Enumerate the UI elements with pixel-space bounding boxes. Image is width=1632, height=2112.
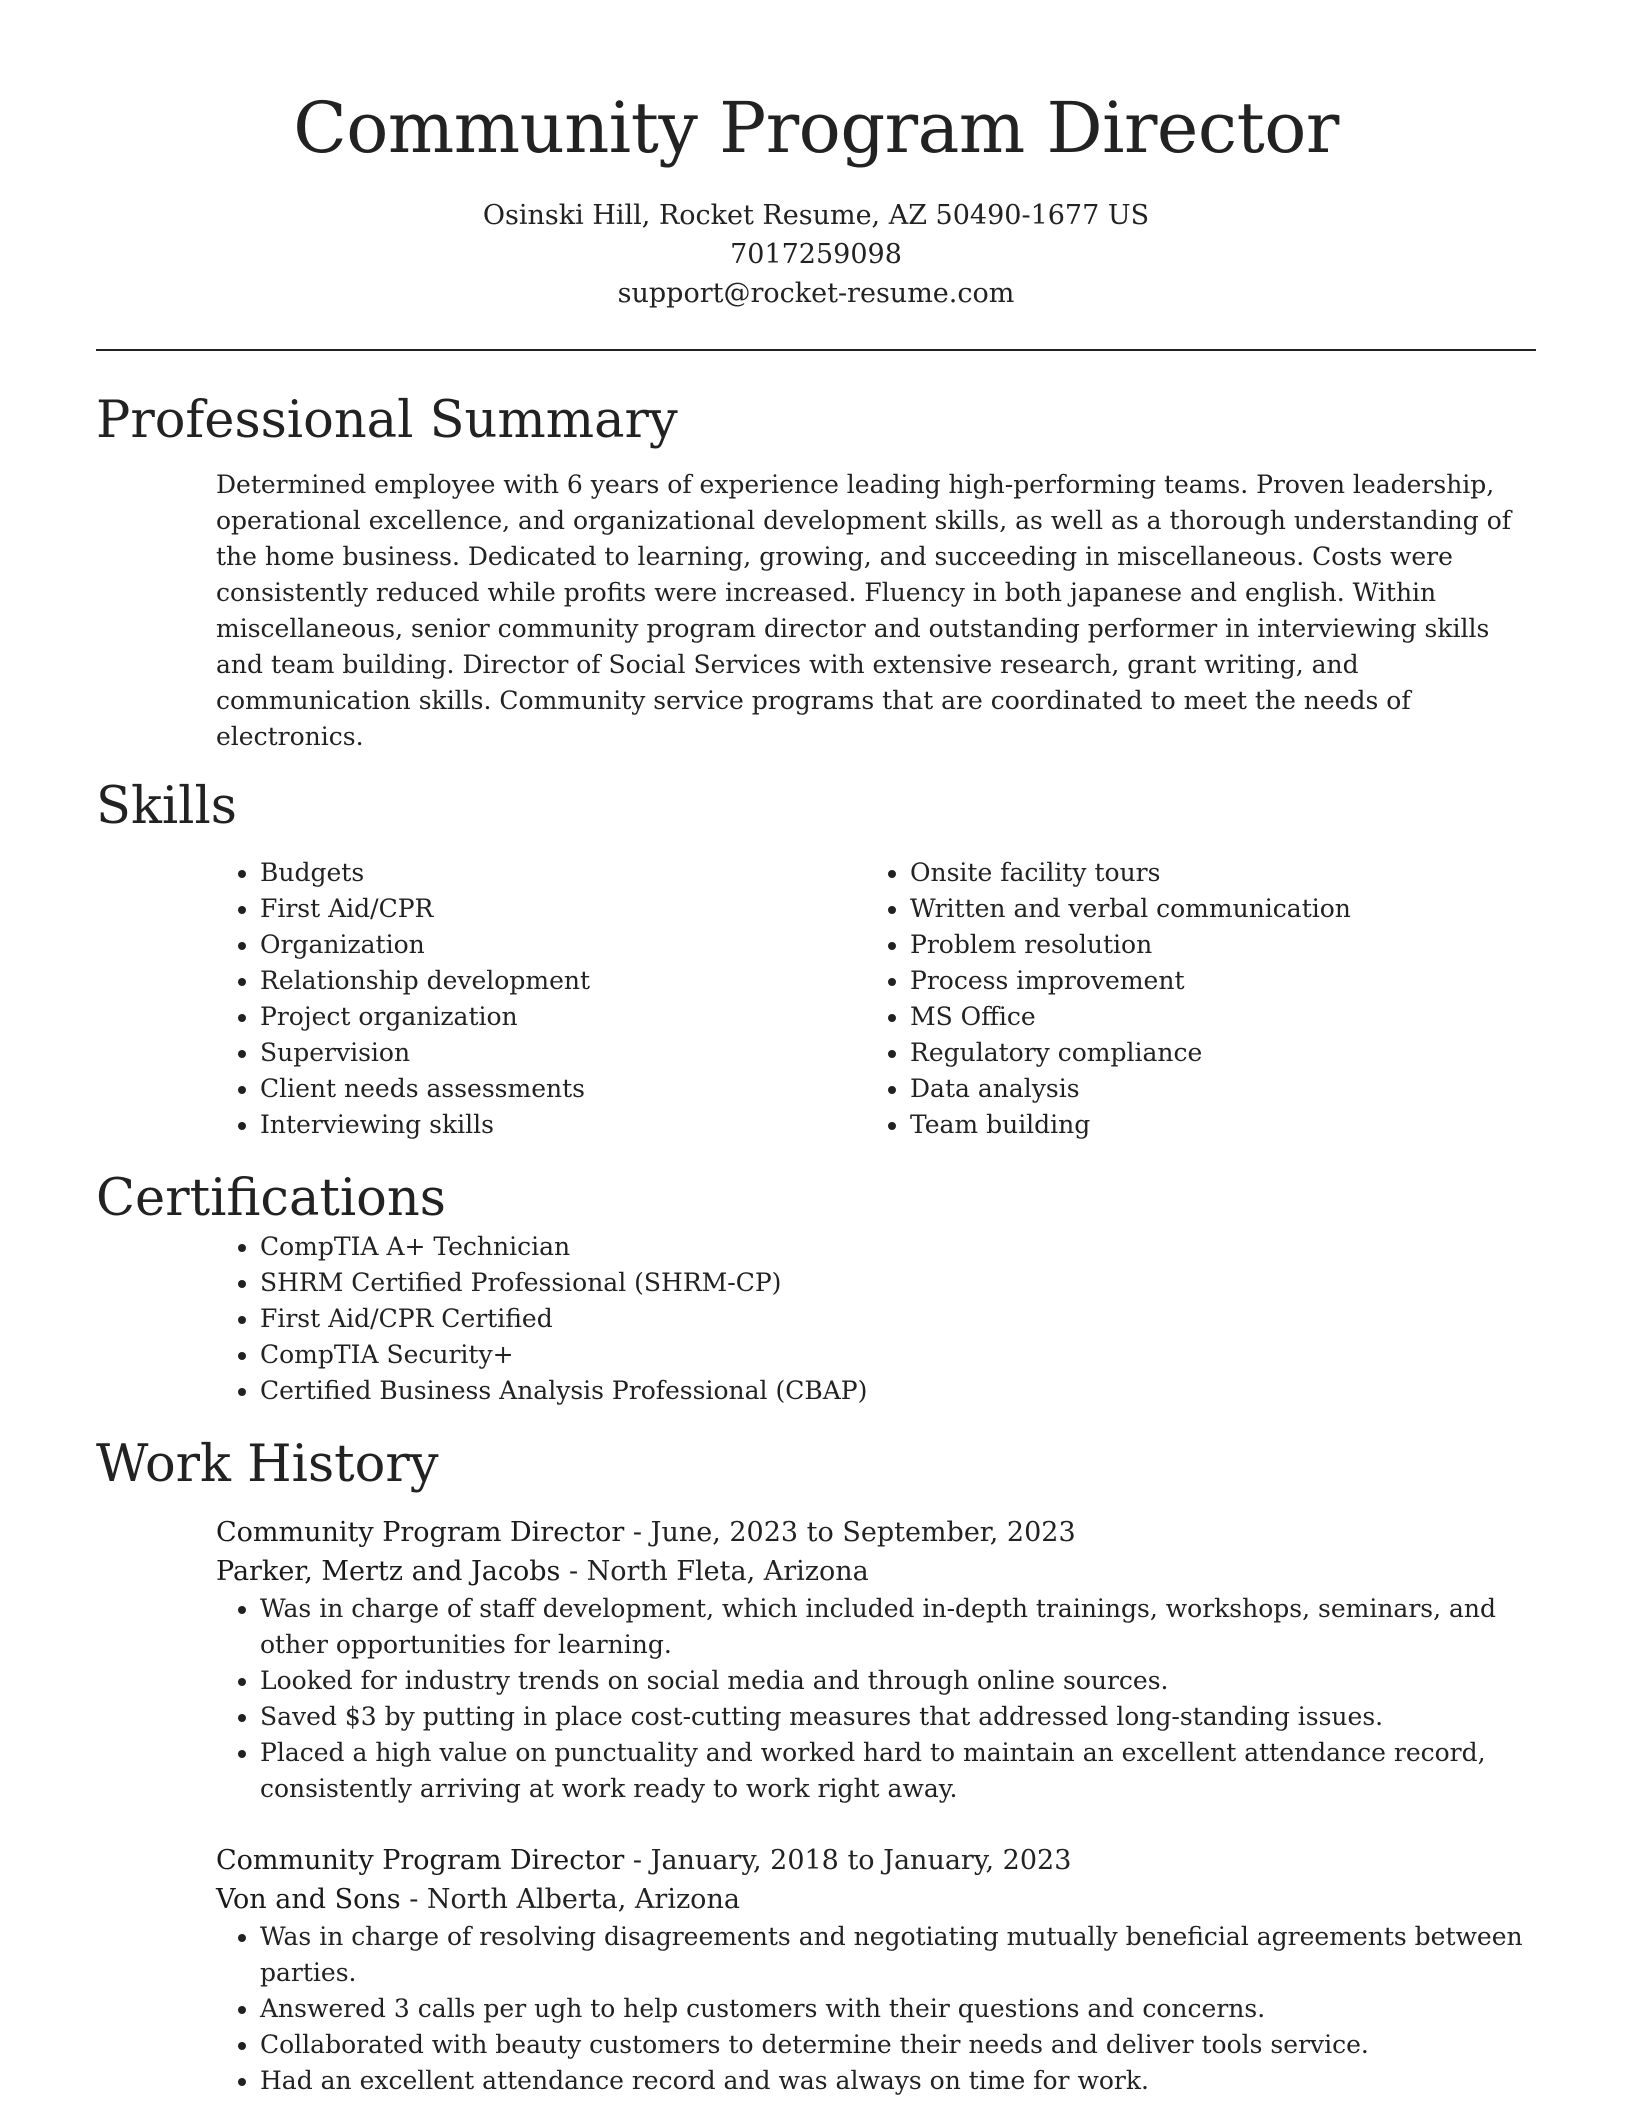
certification-item: • Certified Business Analysis Professional (CBAP)	[260, 1373, 1536, 1409]
skills-grid	[216, 855, 1536, 1143]
job-company: Von and Sons	[216, 1884, 401, 1915]
job-entry	[216, 1841, 1536, 2099]
job-location: - North Fleta, Arizona	[560, 1556, 869, 1587]
contact-info	[96, 196, 1536, 313]
work-history-heading: Work History	[96, 1435, 439, 1494]
job-bullet: • Was in charge of resolving disagreements and negotiating mutually beneficial agreements between parties.	[260, 1919, 1536, 1991]
job-bullets	[216, 1919, 1536, 2099]
summary-text: Determined employee with 6 years of experience leading high-performing teams. Proven leadership, operational excellence, and organizational development skills, as well as a thorough understanding of the home business. Dedicated to learning, growing, and succeeding in miscellaneous. Costs were consistently reduced while profits were increased. Fluency in both japanese and english. Within miscellaneous, senior community program director and outstanding performer in interviewing skills and team building. Director of Social Services with extensive research, grant writing, and communication skills. Community service programs that are coordinated to meet the needs of electronics.	[216, 470, 1512, 751]
skills-heading: Skills	[96, 777, 237, 836]
skill-item: • Project organization	[260, 999, 866, 1035]
certification-item: • CompTIA Security+	[260, 1337, 1536, 1373]
skill-item: • Team building	[910, 1107, 1516, 1143]
skills-list-left	[216, 855, 866, 1143]
certifications-section	[96, 1229, 1536, 1409]
skill-item: • Onsite facility tours	[910, 855, 1516, 891]
skills-section	[96, 855, 1536, 1143]
skill-item: • Relationship development	[260, 963, 866, 999]
job-bullet: • Saved $3 by putting in place cost-cutting measures that addressed long-standing issues.	[260, 1699, 1536, 1735]
job-bullet: • Had an excellent attendance record and was always on time for work.	[260, 2063, 1536, 2099]
job-company-line	[216, 1552, 1536, 1591]
job-bullets	[216, 1591, 1536, 1807]
certifications-heading: Certifications	[96, 1169, 446, 1228]
skill-item: • MS Office	[910, 999, 1516, 1035]
job-location: - North Alberta, Arizona	[400, 1884, 740, 1915]
skill-item: • Organization	[260, 927, 866, 963]
certifications-list	[216, 1229, 1536, 1409]
job-entry	[216, 1513, 1536, 1807]
address: Osinski Hill, Rocket Resume, AZ 50490-1677 US	[482, 200, 1150, 231]
job-bullet: • Collaborated with beauty customers to determine their needs and deliver tools service.	[260, 2027, 1536, 2063]
skill-item: • Regulatory compliance	[910, 1035, 1516, 1071]
phone: 7017259098	[730, 239, 902, 270]
skills-list-right	[866, 855, 1516, 1143]
skills-column-right	[866, 855, 1516, 1143]
job-title-line	[216, 1513, 1536, 1552]
skill-item: • Budgets	[260, 855, 866, 891]
certification-item: • SHRM Certified Professional (SHRM-CP)	[260, 1265, 1536, 1301]
job-company: Parker, Mertz and Jacobs	[216, 1556, 561, 1587]
job-bullet: • Looked for industry trends on social media and through online sources.	[260, 1663, 1536, 1699]
job-company-line	[216, 1880, 1536, 1919]
job-title-line	[216, 1841, 1536, 1880]
resume-header	[96, 0, 1536, 313]
job-title: Community Program Director	[216, 1517, 625, 1548]
skill-item: • Problem resolution	[910, 927, 1516, 963]
summary-section	[96, 467, 1536, 755]
job-dates: - June, 2023 to September, 2023	[624, 1517, 1076, 1548]
email: support@rocket-resume.com	[617, 278, 1015, 309]
resume-name: Community Program Director	[293, 87, 1339, 169]
skill-item: • Written and verbal communication	[910, 891, 1516, 927]
header-divider	[96, 349, 1536, 351]
certification-item: • CompTIA A+ Technician	[260, 1229, 1536, 1265]
work-history-section	[96, 1513, 1536, 2099]
summary-heading: Professional Summary	[96, 391, 678, 450]
skill-item: • Process improvement	[910, 963, 1516, 999]
skill-item: • Interviewing skills	[260, 1107, 866, 1143]
skills-column-left	[216, 855, 866, 1143]
skill-item: • Supervision	[260, 1035, 866, 1071]
skill-item: • First Aid/CPR	[260, 891, 866, 927]
job-bullet: • Answered 3 calls per ugh to help customers with their questions and concerns.	[260, 1991, 1536, 2027]
certification-item: • First Aid/CPR Certified	[260, 1301, 1536, 1337]
job-dates: - January, 2018 to January, 2023	[624, 1845, 1072, 1876]
job-bullet: • Was in charge of staff development, which included in-depth trainings, workshops, seminars, and other opportunities for learning.	[260, 1591, 1536, 1663]
job-title: Community Program Director	[216, 1845, 625, 1876]
skill-item: • Client needs assessments	[260, 1071, 866, 1107]
job-bullet: • Placed a high value on punctuality and worked hard to maintain an excellent attendance record, consistently arriving at work ready to work right away.	[260, 1735, 1536, 1807]
skill-item: • Data analysis	[910, 1071, 1516, 1107]
